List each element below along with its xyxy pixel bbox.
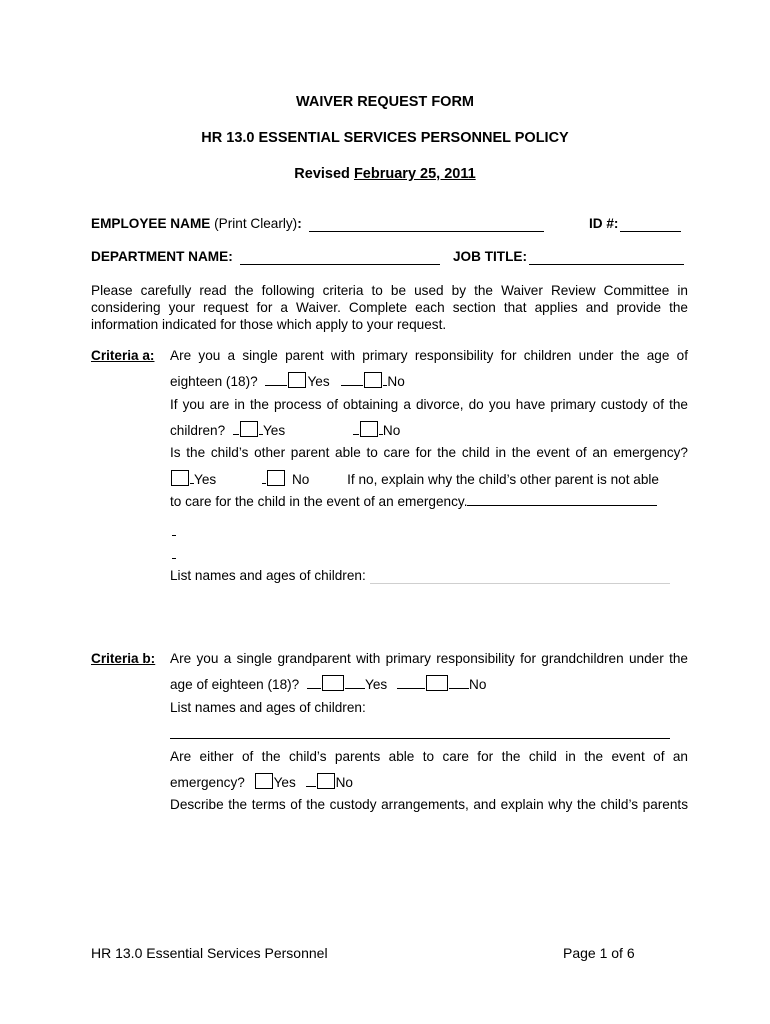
department-field[interactable]: [240, 264, 440, 265]
revised-prefix: Revised: [294, 166, 354, 182]
criteria-a-q3-no-checkbox[interactable]: [267, 470, 285, 486]
criteria-a-q2-no-checkbox[interactable]: [360, 421, 378, 437]
criteria-a-question-3: Is the child’s other parent able to care for the child in the event of an emergency?: [170, 445, 688, 460]
criteria-b-list-children: List names and ages of children:: [170, 700, 366, 715]
criteria-a-q2-yes-checkbox[interactable]: [240, 421, 258, 437]
criteria-b-q1-no-checkbox[interactable]: [426, 675, 448, 691]
criteria-a-label: Criteria a:: [91, 348, 155, 363]
criteria-a-question-2: If you are in the process of obtaining a divorce, do you have primary custody of the: [170, 397, 688, 412]
criteria-b-question-2-answer: [170, 773, 353, 790]
employee-name-row: [91, 216, 302, 231]
criteria-a-children-field[interactable]: [370, 583, 670, 584]
department-label: DEPARTMENT NAME:: [91, 249, 233, 264]
criteria-a-q1-no-checkbox[interactable]: [364, 372, 382, 388]
criteria-a-q2-yes-label: Yes: [262, 423, 286, 438]
criteria-b-q2-no-label: No: [335, 775, 353, 790]
criteria-a-q1-line2: eighteen (18)?: [170, 374, 258, 389]
criteria-b-q2-yes-checkbox[interactable]: [255, 773, 273, 789]
criteria-b-question-1: Are you a single grandparent with primary responsibility for grandchildren under the: [170, 651, 688, 666]
instructions-paragraph: Please carefully read the following criteria to be used by the Waiver Review Committee in considering your request for a Waiver. Complete each section that applies and provide the information indicated for those which apply to your request.: [91, 283, 688, 332]
criteria-b-question-2: Are either of the child’s parents able to care for the child in the event of an: [170, 749, 688, 764]
criteria-a-q1-yes-checkbox[interactable]: [288, 372, 306, 388]
criteria-a-q2-no-label: No: [382, 423, 401, 438]
criteria-b-q1-yes-checkbox[interactable]: [322, 675, 344, 691]
criteria-b-children-field[interactable]: [170, 738, 670, 739]
criteria-b-q1-no-label: No: [469, 677, 487, 692]
criteria-b-q2-line2: emergency?: [170, 775, 245, 790]
criteria-a-question-3-answer: [170, 470, 659, 487]
id-label: ID #:: [589, 216, 619, 231]
criteria-a-blank-line-2[interactable]: [172, 558, 176, 559]
employee-name-label: EMPLOYEE NAME: [91, 216, 211, 231]
criteria-a-q3-yes-checkbox[interactable]: [171, 470, 189, 486]
criteria-a-blank-line-1[interactable]: [172, 535, 176, 536]
criteria-a-q3-if-no: If no, explain why the child’s other parent is not able: [347, 472, 659, 487]
revised-date-value: February 25, 2011: [353, 166, 476, 182]
page-number: Page 1 of 6: [563, 945, 635, 961]
employee-name-note: (Print Clearly): [210, 216, 298, 231]
job-title-field[interactable]: [529, 264, 684, 265]
revised-date: [0, 166, 770, 182]
footer-policy: HR 13.0 Essential Services Personnel: [91, 945, 328, 961]
id-field[interactable]: [620, 231, 681, 232]
criteria-b-question-1-answer: [170, 675, 486, 692]
criteria-a-question-1-answer: [170, 372, 405, 389]
criteria-a-question-1: Are you a single parent with primary responsibility for children under the age of: [170, 348, 688, 363]
policy-title: HR 13.0 ESSENTIAL SERVICES PERSONNEL POLICY: [201, 130, 569, 146]
criteria-b-question-3: Describe the terms of the custody arrangements, and explain why the child’s parents: [170, 797, 688, 812]
criteria-b-q1-yes-label: Yes: [365, 677, 388, 692]
job-title-label: JOB TITLE:: [453, 249, 528, 264]
criteria-b-q1-line2: age of eighteen (18)?: [170, 677, 300, 692]
criteria-a-q1-no-label: No: [387, 374, 405, 389]
criteria-a-q3-no-label: No: [291, 472, 310, 487]
employee-name-colon: :: [297, 216, 302, 231]
criteria-a-list-children: List names and ages of children:: [170, 568, 366, 583]
criteria-a-q3-line3: to care for the child in the event of an emergency.: [170, 494, 468, 509]
criteria-a-q1-yes-label: Yes: [307, 374, 330, 389]
employee-name-field[interactable]: [309, 231, 544, 232]
criteria-a-explain-field[interactable]: [467, 504, 657, 506]
criteria-a-question-3-explain: [170, 494, 657, 509]
criteria-b-label: Criteria b:: [91, 651, 156, 666]
criteria-a-q3-yes-label: Yes: [194, 472, 217, 487]
form-title: WAIVER REQUEST FORM: [295, 94, 475, 110]
criteria-a-question-2-answer: [170, 421, 400, 438]
criteria-b-q2-no-checkbox[interactable]: [317, 773, 335, 789]
criteria-b-q2-yes-label: Yes: [273, 775, 296, 790]
criteria-a-q2-line2: children?: [170, 423, 226, 438]
